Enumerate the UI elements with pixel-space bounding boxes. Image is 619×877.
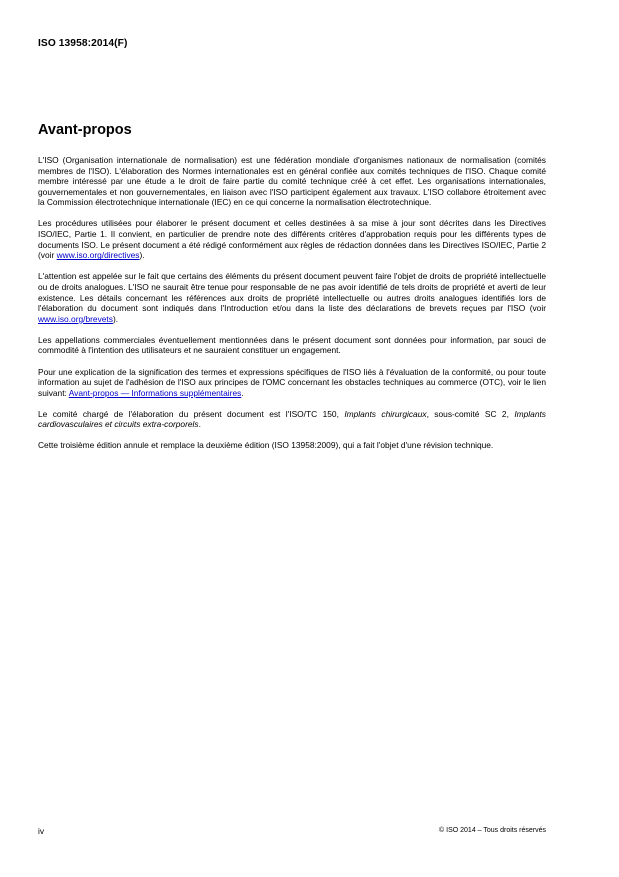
subcommittee-name-italic: Implants cardiovasculaires et circuits extra-corporels	[38, 408, 546, 430]
committee-name-italic: Implants chirurgicaux	[344, 408, 427, 419]
paragraph-iso-intro: L'ISO (Organisation internationale de normalisation) est une fédération mondiale d'organismes nationaux de normalisation (comités membres de l'ISO). L'élaboration des Normes internationales est en général confiée aux comités techniques de l'ISO. Chaque comité membre intéressé par une étude a le droit de faire partie du comité technique créé à cet effet. Les organisations internationales, gouvernementales et non gouvernementales, en liaison avec l'ISO participent également aux travaux. L'ISO collabore étroitement avec la Commission électrotechnique internationale (IEC) en ce qui concerne la normalisation électrotechnique.	[38, 155, 546, 208]
committee-text-e: .	[198, 419, 201, 430]
committee-text-c: , sous-comité SC 2,	[426, 408, 515, 419]
copyright-notice: © ISO 2014 – Tous droits réservés	[439, 827, 546, 834]
paragraph-procedures-end: ).	[139, 250, 145, 261]
page-number: iv	[38, 826, 45, 836]
page-title: Avant-propos	[38, 122, 132, 138]
paragraph-conformity	[38, 367, 546, 399]
directives-link[interactable]: www.iso.org/directives	[56, 250, 140, 261]
paragraph-trade-names: Les appellations commerciales éventuellement mentionnées dans le présent document sont données pour information, par souci de commodité à l'intention des utilisateurs et ne sauraient constituer un engagement.	[38, 334, 546, 356]
patents-link[interactable]: www.iso.org/brevets	[38, 313, 113, 324]
supplementary-info-link[interactable]: Avant-propos — Informations supplémentaires	[68, 387, 242, 398]
paragraph-conformity-text: Pour une explication de la signification des termes et expressions spécifiques de l'ISO liés à l'évaluation de la conformité, ou pour toute information au sujet de l'adhésion de l'ISO aux principes de l'OMC concernant les obstacles techniques au commerce (OTC), voir le lien suivant:	[38, 366, 546, 398]
paragraph-procedures	[38, 218, 546, 260]
paragraph-committee	[38, 409, 546, 430]
paragraph-conformity-end: .	[241, 387, 244, 398]
paragraph-patents-text: L'attention est appelée sur le fait que certains des éléments du présent document peuvent faire l'objet de droits de propriété intellectuelle ou de droits analogues. L'ISO ne saurait être tenue pour responsable de ne pas avoir identifié de tels droits de propriété et averti de leur existence. Les détails concernant les références aux droits de propriété intellectuelle ou autres droits analogues identifiés lors de l'élaboration du document sont indiqués dans l'Introduction et/ou dans la liste des déclarations de brevets reçues par l'ISO (voir	[38, 271, 546, 314]
paragraph-edition: Cette troisième édition annule et remplace la deuxième édition (ISO 13958:2009), qui a fait l'objet d'une révision technique.	[38, 440, 494, 451]
foreword-body	[38, 155, 546, 462]
document-id-header: ISO 13958:2014(F)	[38, 38, 128, 49]
committee-text-a: Le comité chargé de l'élaboration du présent document est l'ISO/TC 150,	[38, 408, 345, 419]
paragraph-patents	[38, 271, 546, 324]
paragraph-procedures-text: Les procédures utilisées pour élaborer le présent document et celles destinées à sa mise à jour sont décrites dans les Directives ISO/IEC, Partie 1. Il convient, en particulier de prendre note des différents critères d'approbation requis pour les différents types de documents ISO. Le présent document a été rédigé conformément aux règles de rédaction données dans les Directives ISO/IEC, Partie 2 (voir	[38, 218, 546, 261]
paragraph-patents-end: ).	[112, 313, 119, 324]
